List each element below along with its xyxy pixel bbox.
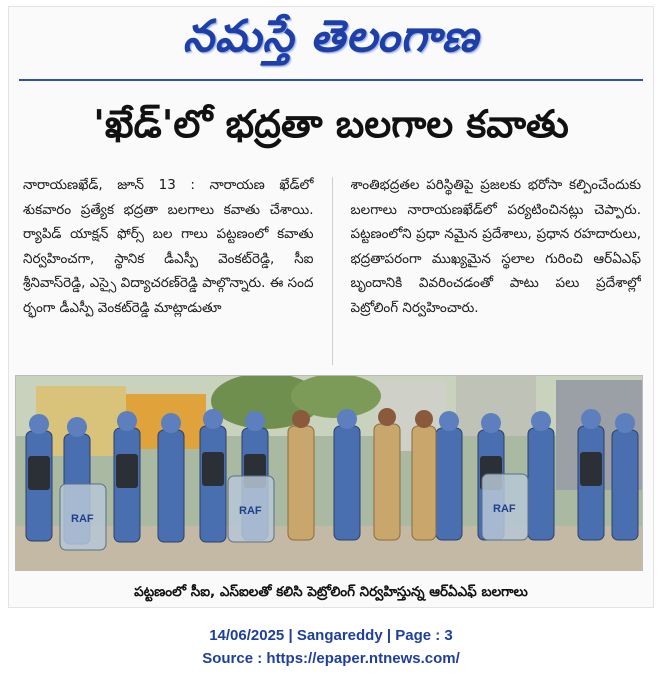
column-divider — [332, 177, 333, 365]
shield-label-1: RAF — [71, 513, 94, 525]
article-body — [23, 173, 641, 369]
shield-label-3: RAF — [493, 503, 516, 515]
footer-date: 14/06/2025 — [209, 627, 285, 644]
raf-patrol-photo — [16, 376, 643, 571]
shield-label-2: RAF — [239, 505, 262, 517]
masthead-divider — [19, 79, 643, 81]
footer-page: Page : 3 — [395, 627, 453, 644]
footer-edition: Sangareddy — [296, 627, 383, 644]
newspaper-logo: నమస్తే తెలంగాణ — [182, 11, 480, 62]
epaper-footer — [0, 624, 662, 670]
article-column-right: శాంతిభద్రతల పరిస్థితిపై ప్రజలకు భరోసా కల్పించేందుకు బలగాలు నారాయణఖేడ్‌లో పర్యటించినట్లు చెప్పారు. పట్టణంలోని ప్రధా నమైన ప్రదేశాలు, ప్రధాన రహదారులు, భద్రతాపరంగా ముఖ్యమైన స్థలాల గురించి ఆర్ఏఎఫ్ బృందానికి వివరించడంతో పాటు పలు ప్రదేశాల్లో పెట్రోలింగ్ నిర్వహించారు. — [350, 177, 641, 316]
article-headline: 'ఖేడ్'లో భద్రతా బలగాల కవాతు — [93, 102, 569, 146]
footer-source: Source : https://epaper.ntnews.com/ — [202, 650, 460, 667]
newspaper-clipping — [8, 6, 654, 608]
masthead — [9, 7, 653, 77]
footer-edition-line: 14/06/2025 | Sangareddy | Page : 3 — [209, 627, 453, 644]
article-column-left: నారాయణఖేడ్, జూన్ 13 : నారాయణ ఖేడ్‌లో శుకవారం ప్రత్యేక భద్రతా బలగాలు కవాతు చేశాయి. ర్యాపిడ్ యాక్షన్ ఫోర్స్ బల గాలు పట్టణంలో కవాతు నిర్వహించగా, స్థానిక డీఎస్పీ వెంకట్‌రెడ్డి, సీఐ శ్రీనివాస్‌రెడ్డి, ఎస్సై విద్యాచరణ్‌రెడ్డి పాల్గొన్నారు. ఈ సంద ర్భంగా డీఎస్పీ వెంకట్‌రెడ్డి మాట్లాడుతూ — [23, 177, 314, 316]
photo-caption: పట్టణంలో సీఐ, ఎస్ఐలతో కలిసి పెట్రోలింగ్ నిర్వహిస్తున్న ఆర్ఏఎఫ్ బలగాలు — [134, 584, 528, 600]
article-photo — [15, 375, 643, 571]
